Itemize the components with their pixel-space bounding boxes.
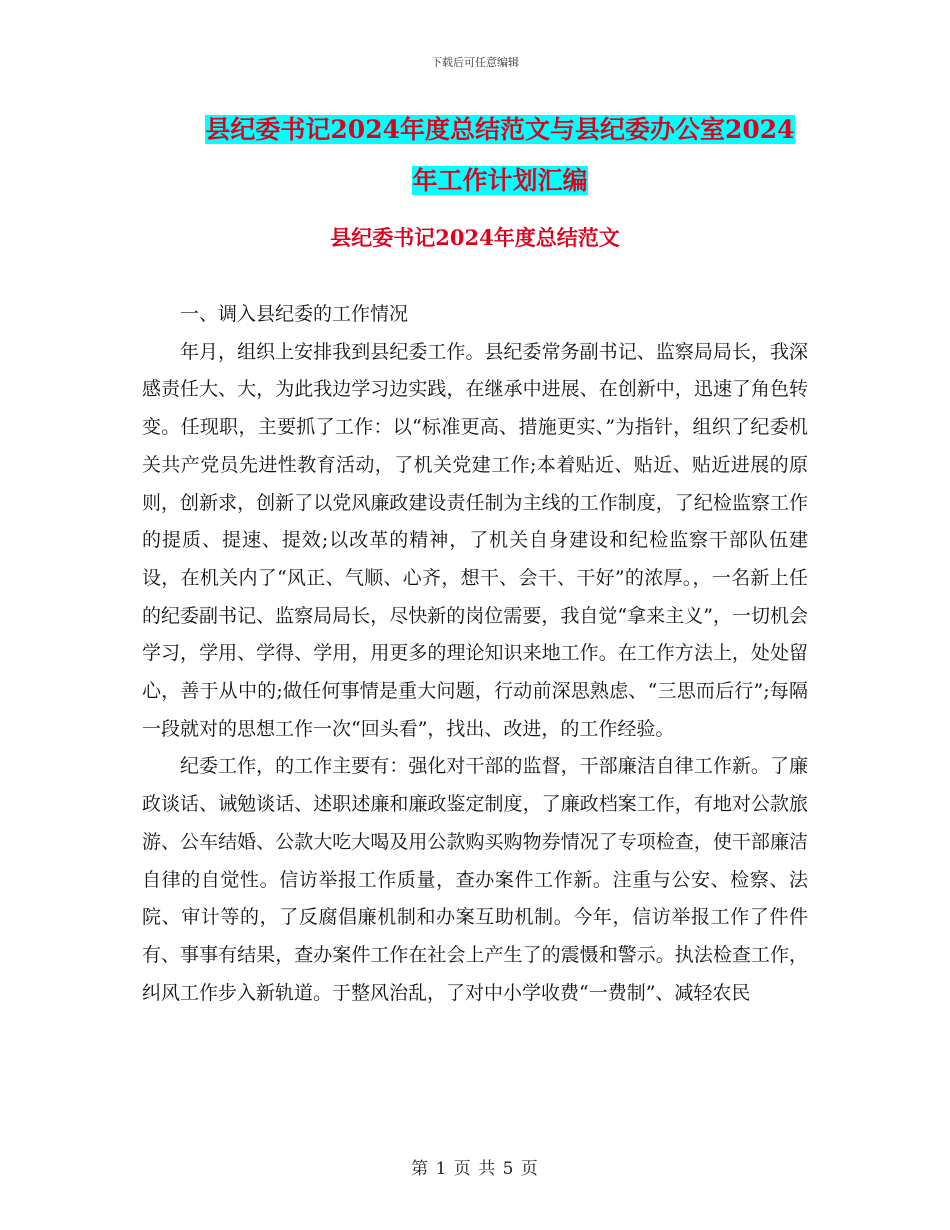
section-title: 县纪委书记2024年度总结范文 [330,225,620,250]
document-title-line2: 年工作计划汇编 [412,166,588,195]
body-paragraph: 年月，组织上安排我到县纪委工作。县纪委常务副书记、监察局局长，我深感责任大、大，为此我边学习边实践，在继承中进展、在创新中，迅速了角色转变。任现职，主要抓了工作：以“标准更高、措施更实、”为指针，组织了纪委机关共产党员先进性教育活动，了机关党建工作;本着贴近、贴近、贴近进展的原则，创新求，创新了以党风廉政建设责任制为主线的工作制度，了纪检监察工作的提质、提速、提效;以改革的精神，了机关自身建设和纪检监察干部队伍建设，在机关内了“风正、气顺、心齐，想干、会干、干好”的浓厚。，一名新上任的纪委副书记、监察局局长，尽快新的岗位需要，我自觉“拿来主义”，一切机会学习，学用、学得、学用，用更多的理论知识来地工作。在工作方法上，处处留心，善于从中的;做任何事情是重大问题，行动前深思熟虑、“三思而后行”;每隔一段就对的思想工作一次“回头看”，找出、改进，的工作经验。 [142,340,808,740]
document-title-line1: 县纪委书记2024年度总结范文与县纪委办公室2024 [205,115,795,144]
document-body [142,296,808,1012]
body-paragraph-heading: 一、调入县纪委的工作情况 [180,303,409,325]
page-number: 第 1 页 共 5 页 [411,1159,539,1179]
page-header-note: 下载后可任意编辑 [431,56,519,69]
body-paragraph: 纪委工作，的工作主要有：强化对干部的监督，干部廉洁自律工作新。了廉政谈话、诫勉谈话、述职述廉和廉政鉴定制度，了廉政档案工作，有地对公款旅游、公车结婚、公款大吃大喝及用公款购买购物券情况了专项检查，使干部廉洁自律的自觉性。信访举报工作质量，查办案件工作新。注重与公安、检察、法院、审计等的，了反腐倡廉机制和办案互助机制。今年，信访举报工作了件件有、事事有结果，查办案件工作在社会上产生了的震慑和警示。执法检查工作，纠风工作步入新轨道。于整风治乱，了对中小学收费“一费制”、减轻农民 [142,755,808,1004]
document-title [140,104,860,206]
